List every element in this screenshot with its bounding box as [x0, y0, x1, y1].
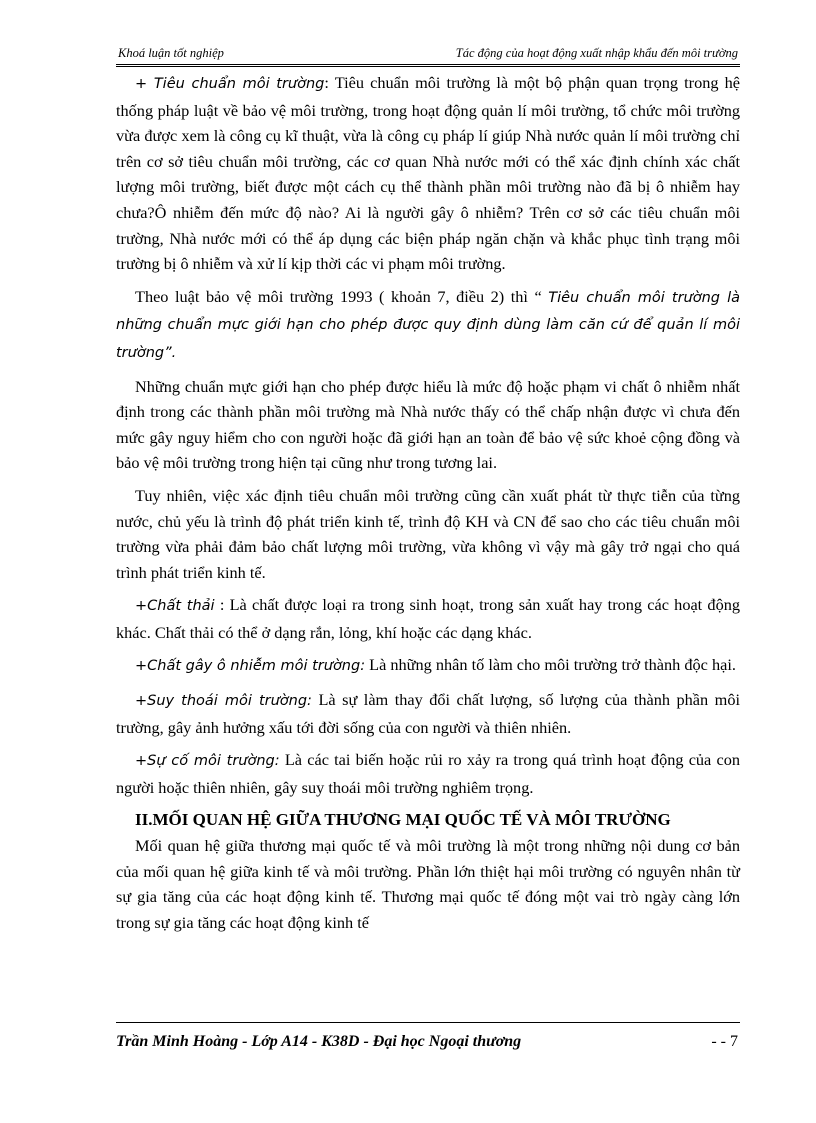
header-left-title: Khoá luận tốt nghiệp	[118, 46, 224, 60]
paragraph-environmental-standard	[116, 70, 740, 277]
term-label: +Suy thoái môi trường:	[135, 693, 312, 710]
page-header	[116, 42, 740, 67]
term-label: + Tiêu chuẩn môi trường	[135, 76, 325, 92]
paragraph-text: Theo luật bảo vệ môi trường 1993 ( khoản 7, điều 2) thì “	[135, 286, 549, 306]
paragraph-incident	[116, 747, 740, 800]
paragraph-however: Tuy nhiên, việc xác định tiêu chuẩn môi trường cũng cần xuất phát từ thực tiễn của từng nước, chủ yếu là trình độ phát triển kinh tế, trình độ KH và CN để sao cho các tiêu chuẩn môi trường vừa phải đảm bảo chất lượng môi trường, vừa không vì vậy mà gây trở ngại cho quá trình phát triển kinh tế.	[116, 485, 740, 582]
author-signature: Trần Minh Hoàng - Lớp A14 - K38D - Đại học Ngoại thương	[116, 1033, 522, 1050]
paragraph-text: : Là chất được loại ra trong sinh hoạt, trong sản xuất hay trong các hoạt động khác. Chất thải có thể ở dạng rắn, lỏng, khí hoặc các dạng khác.	[116, 595, 740, 642]
paragraph-limits: Những chuẩn mực giới hạn cho phép được hiểu là mức độ hoặc phạm vi chất ô nhiễm nhất định trong các thành phần môi trường mà Nhà nước thấy có thể chấp nhận được vì chưa đến mức gây nguy hiểm cho con người hoặc đã giới hạn an toàn để bảo vệ sức khoẻ cộng đồng và bảo vệ môi trường trong hiện tại cũng như trong tương lai.	[116, 376, 740, 473]
term-label: +Chất thải	[135, 598, 215, 615]
page-number: - - 7	[711, 1033, 738, 1050]
law-quote: Tiêu chuẩn môi trường là những chuẩn mực giới hạn cho phép được quy định dùng làm căn cứ để quản lí môi trường”.	[116, 289, 740, 361]
paragraph-text: : Tiêu chuẩn môi trường là một bộ phận quan trọng trong hệ thống pháp luật về bảo vệ môi trường, trong hoạt động quản lí môi trường, tổ chức môi trường vừa được xem là công cụ kĩ thuật, vừa là công cụ pháp lí giúp Nhà nước quản lí môi trường chỉ trên cơ sở tiêu chuẩn môi trường, các cơ quan Nhà nước mới có thể xác định chính xác chất lượng môi trường, biết được một cách cụ thể thành phần môi trường nào đã bị ô nhiễm hay chưa?Ô nhiễm đến mức độ nào? Ai là người gây ô nhiễm? Trên cơ sở các tiêu chuẩn môi trường, Nhà nước mới có thể áp dụng các biện pháp ngăn chặn và khắc phục tình trạng môi trường bị ô nhiễm và xử lí kịp thời các vi phạm môi trường.	[116, 73, 740, 274]
paragraph-relationship: Mối quan hệ giữa thương mại quốc tế và môi trường là một trong những nội dung cơ bản của mối quan hệ giữa kinh tế và môi trường. Phần lớn thiệt hại môi trường có nguyên nhân từ sự gia tăng của các hoạt động kinh tế. Thương mại quốc tế đóng một vai trò ngày càng lớn trong sự gia tăng các hoạt động kinh tế	[116, 836, 740, 932]
header-right-title: Tác động của hoạt động xuất nhập khẩu đến môi trường	[455, 46, 738, 60]
paragraph-waste	[116, 592, 740, 645]
paragraph-text: Là sự làm thay đổi chất lượng, số lượng của thành phần môi trường, gây ảnh hưởng xấu tới đời sống của con người và thiên nhiên.	[116, 690, 740, 737]
paragraph-law-citation	[116, 284, 740, 367]
page-footer	[116, 1022, 740, 1053]
page-body	[116, 70, 740, 942]
term-label: +Chất gây ô nhiễm môi trường:	[135, 658, 366, 675]
paragraph-degradation	[116, 687, 740, 740]
paragraph-pollutant	[116, 652, 740, 680]
term-label: +Sự cố môi trường:	[135, 753, 280, 770]
section-heading: II.MỐI QUAN HỆ GIỮA THƯƠNG MẠI QUỐC TẾ VÀ MÔI TRƯỜNG	[135, 810, 671, 830]
paragraph-text: Là những nhân tố làm cho môi trường trở thành độc hại.	[365, 655, 736, 675]
paragraph-text: Là các tai biến hoặc rủi ro xảy ra trong quá trình hoạt động của con người hoặc thiên nhiên, gây suy thoái môi trường nghiêm trọng.	[116, 750, 741, 797]
